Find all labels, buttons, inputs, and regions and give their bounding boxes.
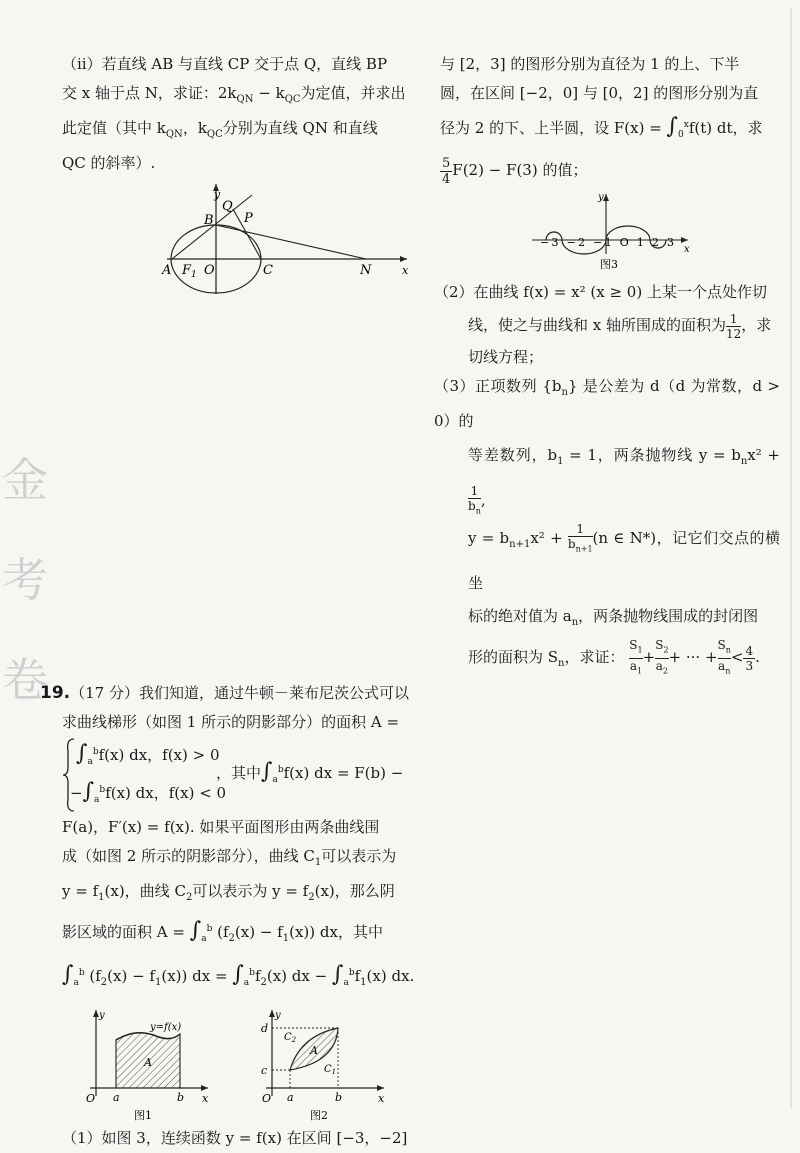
fig1-curve-label: y=f(x)	[150, 1022, 182, 1033]
r-line-2: 圆，在区间 [−2，0] 与 [0，2] 的图形分别为直	[440, 84, 759, 102]
fraction-5-4: $\frac{5}{4}$	[442, 155, 451, 187]
q19-line-4: 成（如图 2 所示的阴影部分），曲线 $C_1$可以表示为	[62, 847, 397, 868]
origin-label: O	[204, 263, 215, 278]
q3-line-3: $y = b_{n+1}x^2$ + $\frac{1}{b_{n+1}}$ (n ∈ N*)，记它们交点的横坐	[468, 521, 780, 592]
fig2-c2-label: $C_2$	[284, 1032, 297, 1044]
fraction-1-bn: $\frac{1}{b_n}$	[468, 483, 481, 516]
q19-line-7: $\int_a^b$ $(f_2(x) - f_1(x))$ dx = $\int_a^bf_2(x)$ dx − $\int_a^bf_1(x)$ dx.	[62, 962, 415, 988]
fraction-sn-an: $\frac{S_n}{a_n}$	[717, 638, 731, 675]
newton-leibniz: ，其中$\int_a^bf(x)$ dx = F(b) −	[216, 759, 404, 785]
q2-line-2: 线，使之与曲线和 x 轴所围成的面积为 $\frac{1}{12}$ ，求	[468, 311, 772, 341]
fig1-caption: 图1	[134, 1109, 152, 1122]
fig2-origin-label: O	[262, 1092, 272, 1105]
fraction-s1-a1: $\frac{S_1}{a_1}$	[629, 638, 643, 675]
watermark: 金 考 卷	[2, 453, 48, 707]
q2-line-3: 切线方程；	[468, 348, 544, 366]
point-a-label: A	[162, 263, 172, 278]
fig2-area-label: A	[310, 1044, 318, 1057]
q19-line-1: 19.（17 分）我们知道，通过牛顿－莱布尼茨公式可以	[40, 683, 409, 703]
axis-x-label: x	[402, 264, 409, 277]
fig1-x-label: x	[202, 1092, 209, 1105]
q3-line-5: 形的面积为 $S_n$，求证： $\frac{S_1}{a_1}$ + $\frac{S_2}{a_2}$ + ··· + $\frac{S_n}{a_n}$ < $\frac{4}{3}$ .	[440, 637, 780, 684]
fig3-x-label: x	[684, 244, 690, 255]
fig2-c1-label: $C_1$	[324, 1064, 337, 1076]
page-edge	[790, 8, 792, 1108]
left-column	[40, 50, 422, 1153]
fraction-1-12: $\frac{1}{12}$	[726, 311, 742, 341]
r-line-4: $\frac{5}{4}$ F(2) − F(3) 的值；	[442, 155, 588, 187]
part-ii-line-4: QC 的斜率）.	[62, 154, 156, 172]
fig2-x-label: x	[378, 1092, 385, 1105]
part-ii-line-2: 交 x 轴于点 N，求证：$2k_{QN} - k_{QC}$为定值，并求出	[62, 84, 406, 105]
q19-line-2: 求曲线梯形（如图 1 所示的阴影部分）的面积 A =	[62, 713, 400, 731]
point-c-label: C	[263, 263, 273, 278]
fig1-y-label: y	[99, 1010, 105, 1021]
q3-line-2: 等差数列，$b_1 = 1$，两条抛物线 $y = b_nx^2$ + $\frac{1}{b_n}$ ,	[440, 436, 780, 519]
part-ii-line-3: 此定值（其中 $k_{QN}$，$k_{QC}$分别为直线 QN 和直线	[62, 119, 378, 140]
point-n-label: N	[360, 263, 372, 278]
case-negative: $-\int_a^bf(x)$ dx，f(x) < 0	[70, 779, 227, 805]
q19-line-3: F(a)，F′(x) = f(x). 如果平面图形由两条曲线围	[62, 818, 380, 836]
fig1-area-label: A	[144, 1056, 152, 1069]
fig3-ticks: −3 −2 −1 O 1 2 3	[540, 236, 674, 249]
q19-part1-line: （1）如图 3，连续函数 y = f(x) 在区间 [−3，−2]	[62, 1129, 408, 1147]
r-line-1: 与 [2，3] 的图形分别为直径为 1 的上、下半	[440, 55, 740, 73]
right-column	[434, 50, 780, 684]
q2-line-1: （2）在曲线 f(x) = x² (x ≥ 0) 上某一个点处作切	[434, 283, 767, 301]
ellipse-figure	[62, 182, 422, 297]
fraction-4-3: $\frac{4}{3}$	[745, 643, 754, 673]
fig3-caption: 图3	[600, 258, 618, 271]
r-line-3: 径为 2 的下、上半圆，设 $F(x) = \int_0^xf(t)$ dt，求	[440, 114, 763, 140]
q19-line-6: 影区域的面积 $A = \int_a^b$ $(f_2(x) - f_1(x))$ dx，其中	[62, 918, 383, 944]
fig2-y-label: y	[275, 1010, 281, 1021]
piecewise-formula	[62, 737, 422, 813]
part-ii-line-1: （ii）若直线 AB 与直线 CP 交于点 Q，直线 BP	[62, 55, 388, 73]
blank-space	[62, 297, 422, 679]
figures-1-2	[62, 1006, 422, 1124]
fig2-caption: 图2	[310, 1109, 328, 1122]
fig2-b-label: b	[335, 1091, 343, 1104]
fig1-b-label: b	[177, 1091, 185, 1104]
fig1-a-label: a	[113, 1091, 120, 1104]
case-positive: $\int_a^bf(x)$ dx，f(x) > 0	[76, 741, 220, 767]
fraction-s2-a2: $\frac{S_2}{a_2}$	[655, 638, 669, 675]
point-b-label: B	[204, 213, 214, 228]
figure-1	[76, 1006, 216, 1124]
figure-2	[252, 1006, 392, 1124]
point-p-label: P	[244, 211, 253, 226]
fig2-d-label: d	[261, 1022, 269, 1035]
fig1-origin-label: O	[86, 1092, 96, 1105]
point-f1-label: $F_1$	[182, 263, 197, 280]
figure-3	[440, 188, 780, 278]
fraction-1-bn1: $\frac{1}{b_{n+1}}$	[567, 521, 593, 554]
q3-line-1: （3）正项数列 $\{b_n\}$ 是公差为 d（d 为常数，d > 0）的	[434, 377, 780, 430]
axis-y-label: y	[214, 188, 221, 201]
fig2-c-label: c	[261, 1064, 268, 1077]
fig3-y-label: y	[598, 192, 604, 203]
point-q-label: Q	[222, 199, 233, 214]
q19-line-5: $y = f_1(x)$，曲线 $C_2$可以表示为 $y = f_2(x)$，那么阴	[62, 882, 395, 903]
fig2-a-label: a	[287, 1091, 294, 1104]
q3-line-4: 标的绝对值为 $a_n$，两条抛物线围成的封闭图	[468, 607, 759, 628]
